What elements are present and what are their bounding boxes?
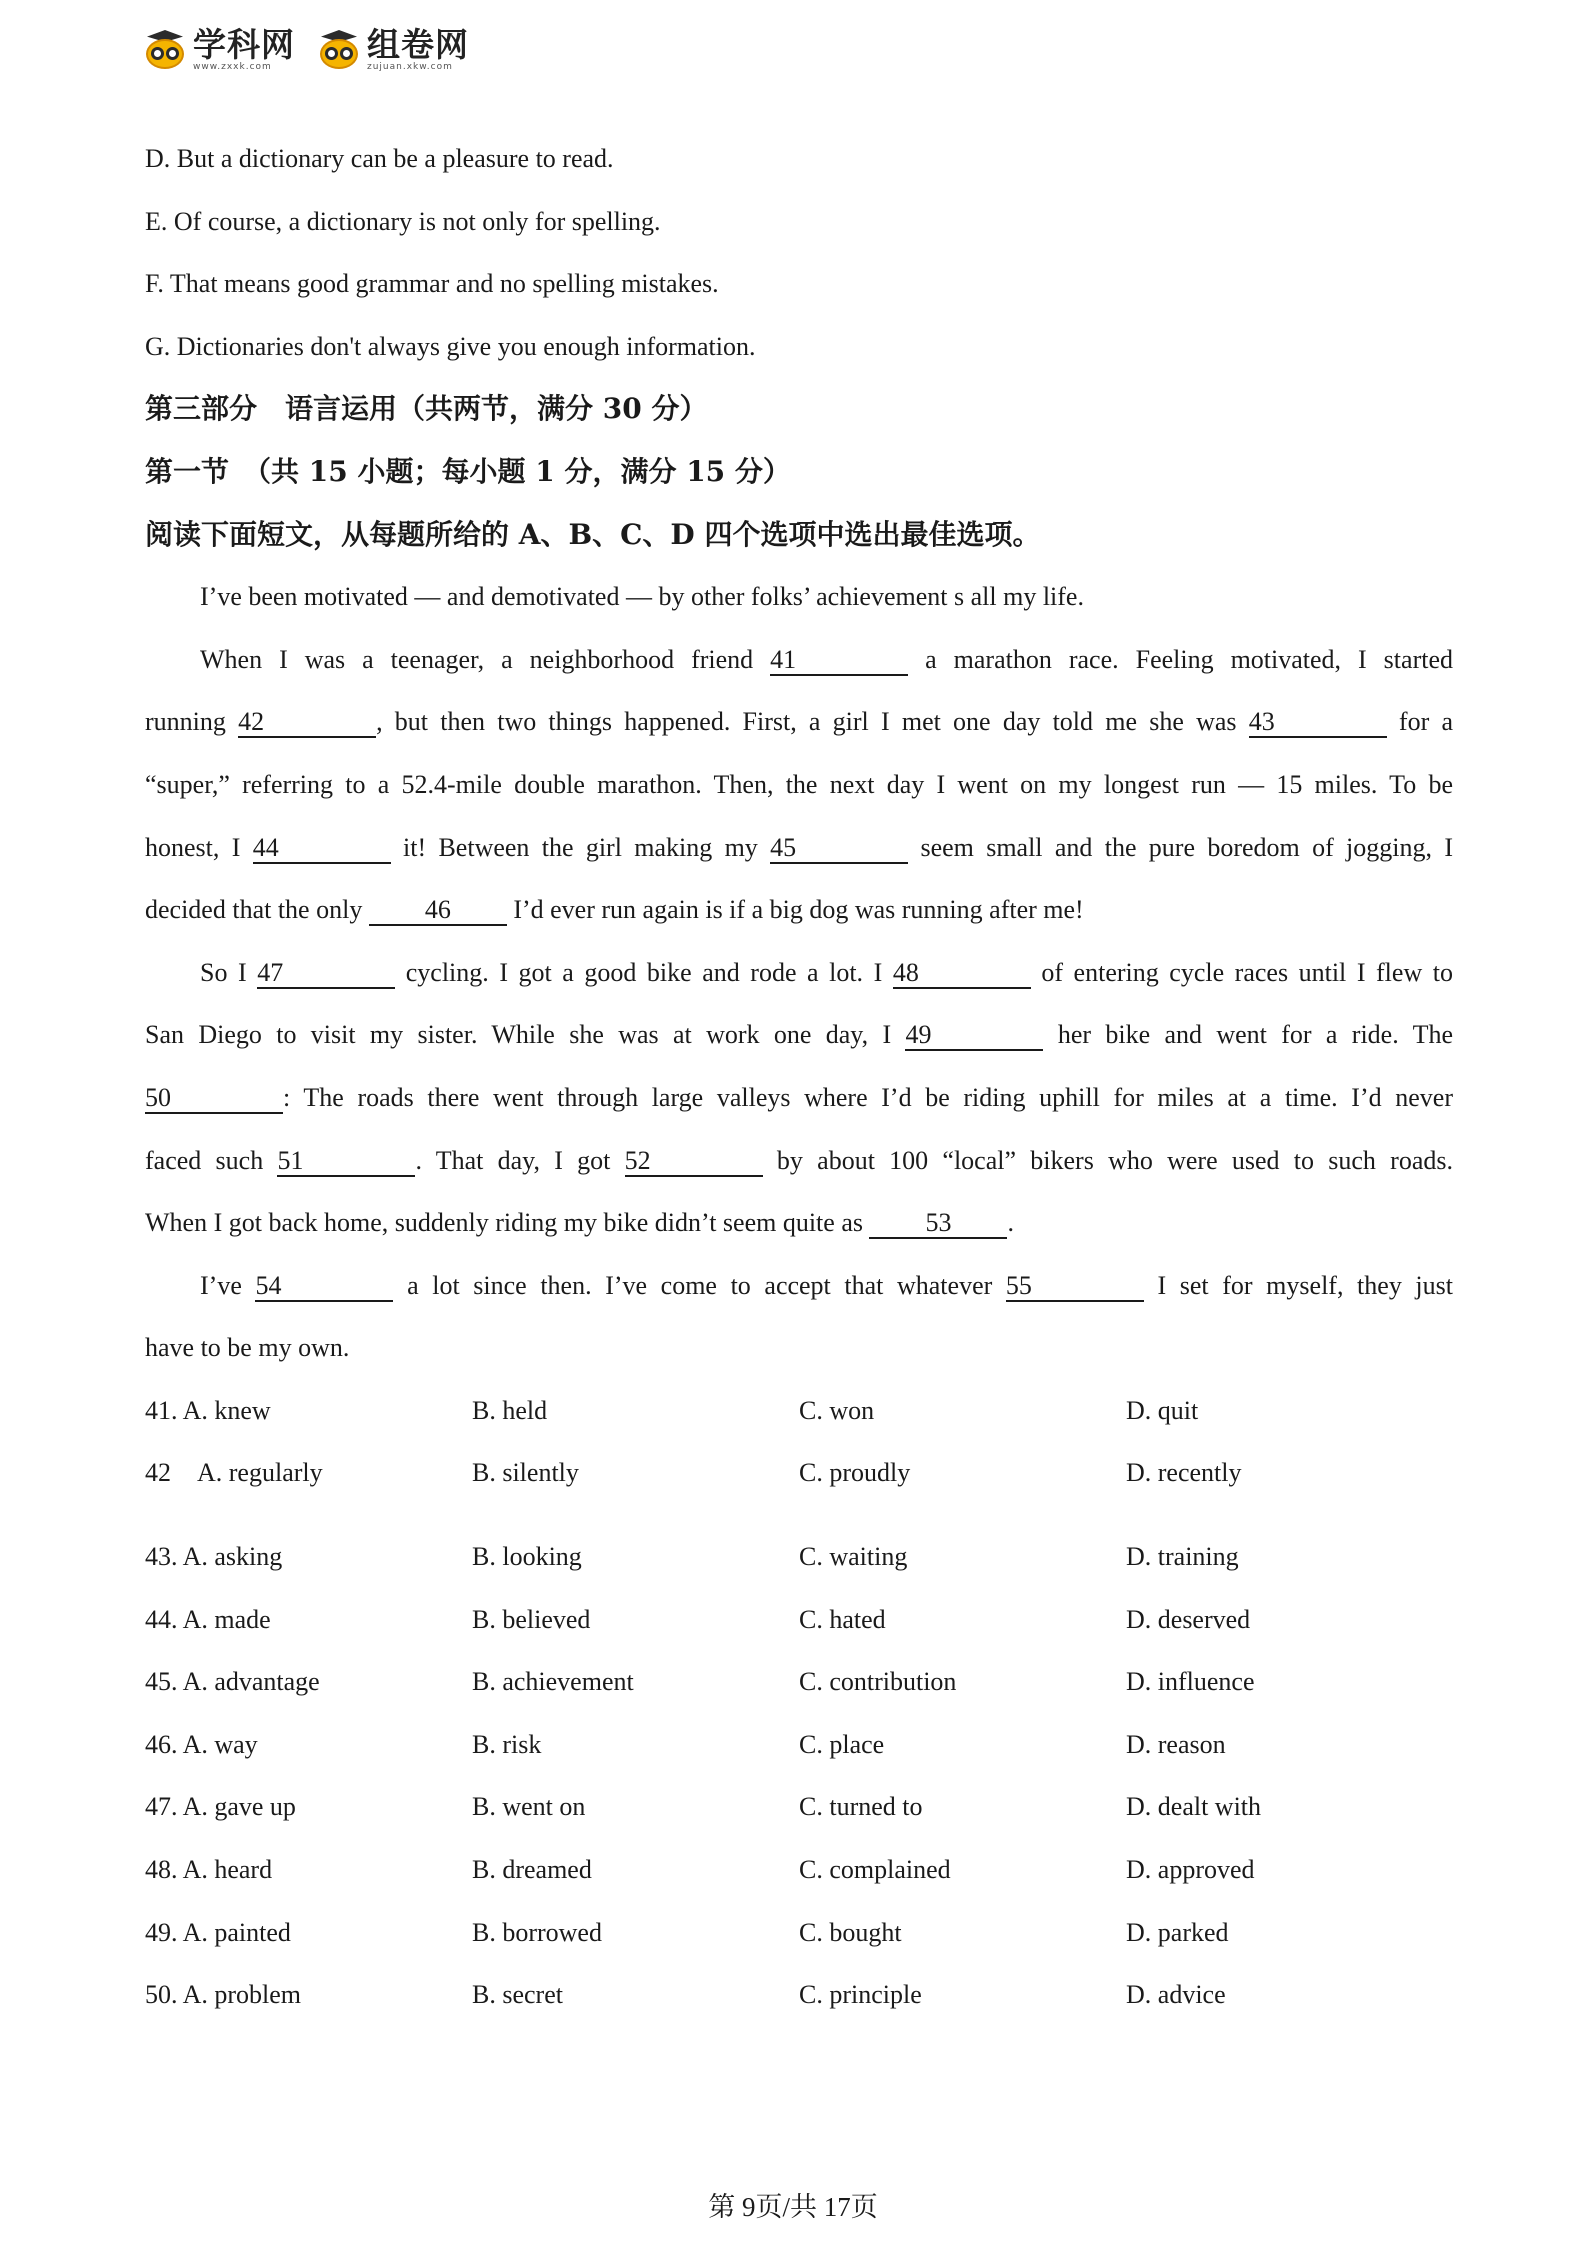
page-number: 第 9页/共 17页 bbox=[708, 2192, 878, 2222]
option-a: 43. A. asking bbox=[145, 1542, 283, 1572]
blank-45: 45 bbox=[770, 834, 908, 864]
zujuan-logo-name: 组卷网 bbox=[367, 25, 469, 64]
blank-50: 50 bbox=[145, 1084, 283, 1114]
option-c: C. principle bbox=[799, 1980, 922, 2010]
option-line: G. Dictionaries don't always give you enough information. bbox=[145, 331, 756, 361]
option-line: E. Of course, a dictionary is not only for spelling. bbox=[145, 206, 661, 236]
blank-54: 54 bbox=[255, 1272, 393, 1302]
passage-line: So I 47 cycling. I got a good bike and rode a lot. I 48 of entering cycle races until I flew to bbox=[200, 957, 1453, 987]
passage-line: faced such 51 . That day, I got 52 by about 100 “local” bikers who were used to such roads. bbox=[145, 1145, 1453, 1175]
zujuan-logo bbox=[317, 25, 469, 72]
option-b: B. believed bbox=[472, 1604, 591, 1634]
blank-51: 51 bbox=[277, 1147, 415, 1177]
question-44 bbox=[145, 1589, 1453, 1652]
option-c: C. waiting bbox=[799, 1542, 908, 1572]
passage-line: “super,” referring to a 52.4-mile double marathon. Then, the next day I went on my longest run — 15 miles. To be bbox=[145, 769, 1453, 799]
blank-41: 41 bbox=[770, 646, 908, 676]
question-48 bbox=[145, 1839, 1453, 1902]
passage-line: 50 : The roads there went through large valleys where I’d be riding uphill for miles at a time. I’d never bbox=[145, 1082, 1453, 1112]
option-a: 46. A. way bbox=[145, 1729, 258, 1759]
option-d: D. training bbox=[1126, 1542, 1239, 1572]
blank-47: 47 bbox=[257, 959, 395, 989]
option-a: 49. A. painted bbox=[145, 1917, 291, 1947]
option-d: D. reason bbox=[1126, 1729, 1226, 1759]
passage-line: decided that the only 46 I’d ever run again is if a big dog was running after me! bbox=[145, 895, 1084, 925]
passage-line: running 42 , but then two things happened. First, a girl I met one day told me she was 43 for a bbox=[145, 707, 1453, 737]
option-b: B. silently bbox=[472, 1458, 579, 1488]
passage-line: When I was a teenager, a neighborhood friend 41 a marathon race. Feeling motivated, I started bbox=[200, 644, 1453, 674]
question-47 bbox=[145, 1776, 1453, 1839]
option-line: D. But a dictionary can be a pleasure to read. bbox=[145, 144, 614, 173]
question-42 bbox=[145, 1442, 1453, 1505]
part-title: 第三部分 语言运用（共两节，满分 30 分） bbox=[145, 392, 708, 426]
option-a: 47. A. gave up bbox=[145, 1792, 296, 1822]
zxxk-logo bbox=[143, 25, 295, 72]
option-a: 48. A. heard bbox=[145, 1855, 273, 1885]
section-title: 第一节 （共 15 小题；每小题 1 分，满分 15 分） bbox=[145, 454, 791, 488]
question-46 bbox=[145, 1714, 1453, 1777]
option-d: D. advice bbox=[1126, 1980, 1226, 2010]
option-d: D. deserved bbox=[1126, 1604, 1251, 1634]
option-d: D. influence bbox=[1126, 1667, 1255, 1697]
question-41 bbox=[145, 1380, 1453, 1443]
option-c: C. place bbox=[799, 1729, 885, 1759]
passage-line: have to be my own. bbox=[145, 1333, 350, 1363]
option-d: D. quit bbox=[1126, 1395, 1199, 1425]
owl-mascot-icon bbox=[143, 30, 187, 70]
zujuan-logo-url: zujuan.xkw.com bbox=[367, 62, 453, 72]
question-45 bbox=[145, 1651, 1453, 1714]
option-b: B. borrowed bbox=[472, 1917, 602, 1947]
blank-49: 49 bbox=[905, 1021, 1043, 1051]
passage-line: I’ve 54 a lot since then. I’ve come to accept that whatever 55 I set for myself, they just bbox=[200, 1270, 1453, 1300]
option-c: C. won bbox=[799, 1395, 875, 1425]
option-b: B. looking bbox=[472, 1542, 582, 1572]
blank-55: 55 bbox=[1006, 1272, 1144, 1302]
blank-53: 53 bbox=[869, 1209, 1007, 1239]
blank-46: 46 bbox=[369, 896, 507, 926]
blank-43: 43 bbox=[1249, 708, 1387, 738]
option-a: 50. A. problem bbox=[145, 1980, 301, 2010]
page-header bbox=[143, 22, 469, 78]
option-a: 45. A. advantage bbox=[145, 1667, 320, 1697]
blank-44: 44 bbox=[253, 834, 391, 864]
option-b: B. dreamed bbox=[472, 1855, 592, 1885]
option-b: B. achievement bbox=[472, 1667, 634, 1697]
option-b: B. risk bbox=[472, 1729, 542, 1759]
page-content bbox=[145, 128, 1453, 2027]
blank-48: 48 bbox=[893, 959, 1031, 989]
option-c: C. hated bbox=[799, 1604, 886, 1634]
option-a: 42 A. regularly bbox=[145, 1458, 323, 1488]
option-c: C. proudly bbox=[799, 1458, 911, 1488]
question-49 bbox=[145, 1902, 1453, 1965]
passage-line: honest, I 44 it! Between the girl making my 45 seem small and the pure boredom of jogging, I bbox=[145, 832, 1453, 862]
instruction: 阅读下面短文，从每题所给的 A、B、C、D 四个选项中选出最佳选项。 bbox=[145, 517, 1041, 551]
option-a: 44. A. made bbox=[145, 1604, 271, 1634]
option-d: D. parked bbox=[1126, 1917, 1229, 1947]
question-50 bbox=[145, 1964, 1453, 2027]
blank-42: 42 bbox=[238, 708, 376, 738]
option-b: B. secret bbox=[472, 1980, 563, 2010]
option-b: B. held bbox=[472, 1395, 548, 1425]
option-d: D. approved bbox=[1126, 1855, 1255, 1885]
passage-line: I’ve been motivated — and demotivated — by other folks’ achievement s all my life. bbox=[200, 582, 1084, 612]
question-43 bbox=[145, 1526, 1453, 1589]
passage-line: When I got back home, suddenly riding my bike didn’t seem quite as 53 . bbox=[145, 1208, 1014, 1238]
option-c: C. complained bbox=[799, 1855, 951, 1885]
option-c: C. contribution bbox=[799, 1667, 957, 1697]
option-c: C. bought bbox=[799, 1917, 902, 1947]
zxxk-logo-name: 学科网 bbox=[193, 25, 295, 64]
owl-mascot-icon bbox=[317, 30, 361, 70]
option-c: C. turned to bbox=[799, 1792, 923, 1822]
option-line: F. That means good grammar and no spelling mistakes. bbox=[145, 269, 719, 299]
option-a: 41. A. knew bbox=[145, 1395, 271, 1425]
option-d: D. dealt with bbox=[1126, 1792, 1262, 1822]
option-b: B. went on bbox=[472, 1792, 586, 1822]
zxxk-logo-url: www.zxxk.com bbox=[193, 62, 272, 72]
option-d: D. recently bbox=[1126, 1458, 1242, 1488]
passage-line: San Diego to visit my sister. While she was at work one day, I 49 her bike and went for a ride. The bbox=[145, 1020, 1454, 1050]
blank-52: 52 bbox=[625, 1147, 763, 1177]
